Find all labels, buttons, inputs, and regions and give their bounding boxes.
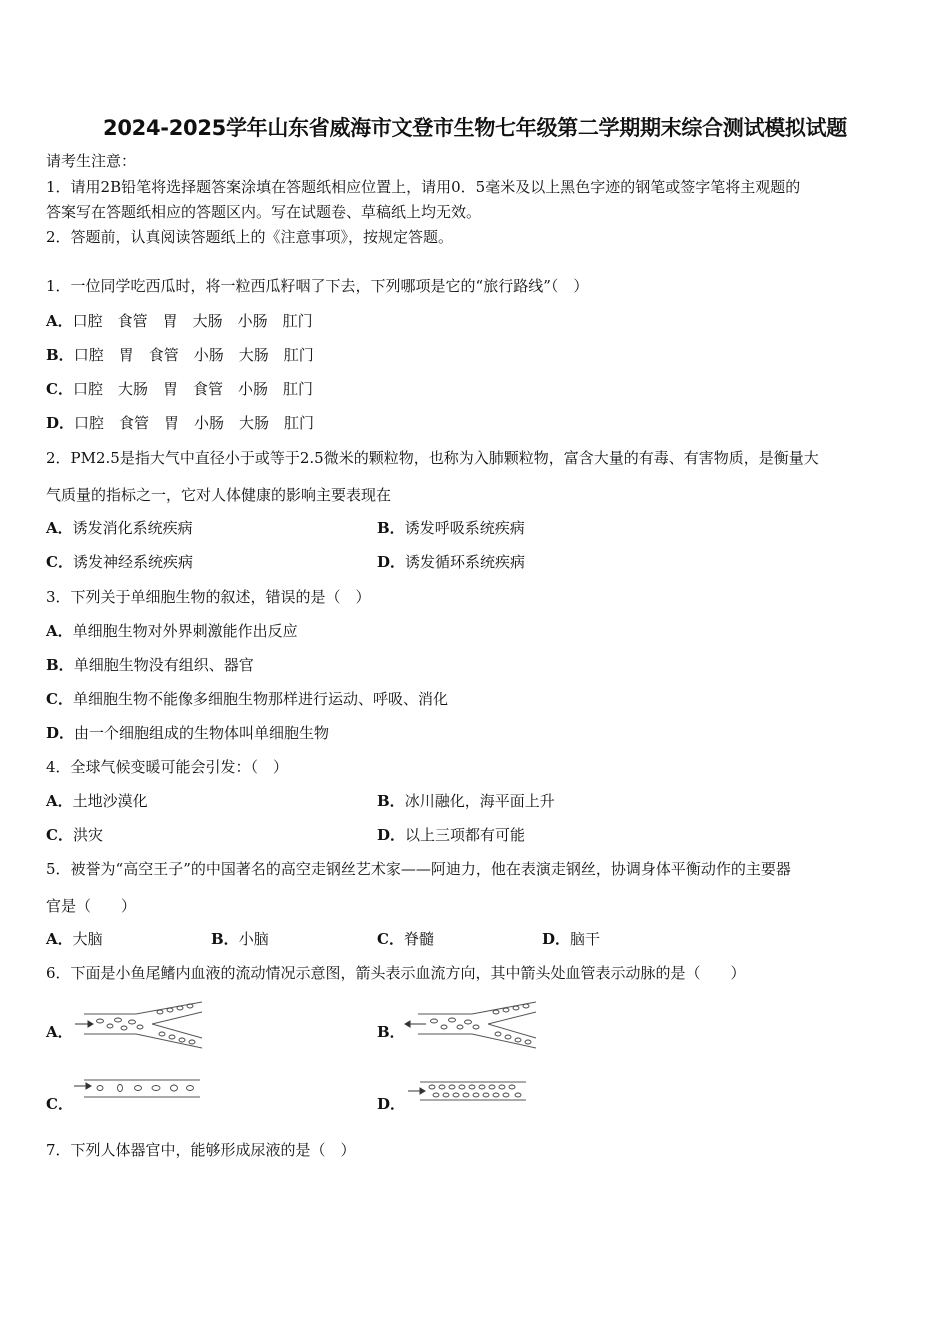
- notice-item: 1．请用2B铅笔将选择题答案涂填在答题纸相应位置上，请用0．5毫米及以上黑色字迹的钢笔或签字笔将主观题的: [46, 178, 801, 196]
- option-letter: C．: [46, 690, 73, 708]
- option-text: 小脑: [238, 930, 269, 948]
- option-letter: A．: [46, 792, 73, 810]
- option-d[interactable]: [377, 1094, 405, 1114]
- option-letter: B．: [46, 656, 74, 674]
- blood-vessel-diagram-b: [404, 1000, 540, 1052]
- option-a[interactable]: [46, 1022, 73, 1042]
- option-letter: B．: [377, 792, 405, 810]
- option-text: 诱发呼吸系统疾病: [404, 519, 525, 537]
- option-text: 口腔 大肠 胃 食管 小肠 肛门: [72, 380, 313, 398]
- option-d[interactable]: [377, 552, 525, 572]
- option-b[interactable]: [377, 1022, 405, 1042]
- option-text: 单细胞生物没有组织、器官: [73, 656, 254, 674]
- option-letter: C．: [46, 553, 73, 571]
- option-letter: D．: [377, 1095, 406, 1113]
- option-letter: C．: [46, 1095, 73, 1113]
- option-text: 单细胞生物对外界刺激能作出反应: [72, 622, 298, 640]
- option-letter: A．: [46, 622, 73, 640]
- option-letter: D．: [46, 724, 75, 742]
- notice-item: 2．答题前，认真阅读答题纸上的《注意事项》，按规定答题。: [46, 228, 454, 246]
- option-c[interactable]: [46, 1094, 73, 1114]
- question-stem: 7．下列人体器官中，能够形成尿液的是（ ）: [46, 1141, 356, 1159]
- option-text: 冰川融化，海平面上升: [404, 792, 555, 810]
- option-b[interactable]: [46, 655, 254, 675]
- option-text: 洪灾: [72, 826, 103, 844]
- blood-vessel-diagram-c: [74, 1078, 202, 1100]
- question-stem: 5．被誉为“高空王子”的中国著名的高空走钢丝艺术家——阿迪力，他在表演走钢丝，协调身体平衡动作的主要器: [46, 860, 791, 878]
- option-text: 口腔 胃 食管 小肠 大肠 肛门: [73, 346, 314, 364]
- option-letter: C．: [46, 380, 73, 398]
- blood-vessel-diagram-a: [74, 1000, 206, 1052]
- question-stem: 3．下列关于单细胞生物的叙述，错误的是（ ）: [46, 588, 371, 606]
- option-c[interactable]: [46, 379, 313, 399]
- notice-heading: 请考生注意：: [46, 152, 137, 170]
- option-letter: B．: [46, 346, 74, 364]
- option-text: 脊髓: [403, 930, 434, 948]
- option-d[interactable]: [377, 825, 525, 845]
- option-letter: C．: [377, 930, 404, 948]
- option-letter: D．: [46, 414, 75, 432]
- option-c[interactable]: [46, 552, 193, 572]
- option-b[interactable]: [211, 929, 269, 949]
- option-a[interactable]: [46, 929, 103, 949]
- option-b[interactable]: [377, 791, 555, 811]
- option-text: 单细胞生物不能像多细胞生物那样进行运动、呼吸、消化: [72, 690, 448, 708]
- option-text: 诱发消化系统疾病: [72, 519, 193, 537]
- option-a[interactable]: [46, 311, 313, 331]
- question-stem: 1．一位同学吃西瓜时，将一粒西瓜籽咽了下去，下列哪项是它的“旅行路线”（ ）: [46, 277, 589, 295]
- option-letter: D．: [377, 553, 406, 571]
- option-a[interactable]: [46, 791, 148, 811]
- option-letter: C．: [46, 826, 73, 844]
- option-d[interactable]: [46, 723, 329, 743]
- option-c[interactable]: [377, 929, 434, 949]
- option-d[interactable]: [542, 929, 600, 949]
- option-d[interactable]: [46, 413, 314, 433]
- option-a[interactable]: [46, 621, 298, 641]
- option-letter: A．: [46, 519, 73, 537]
- option-text: 以上三项都有可能: [405, 826, 526, 844]
- option-letter: A．: [46, 312, 73, 330]
- option-letter: D．: [377, 826, 406, 844]
- question-stem: 6．下面是小鱼尾鳍内血液的流动情况示意图，箭头表示血流方向，其中箭头处血管表示动脉的是（ ）: [46, 964, 746, 982]
- option-text: 口腔 食管 胃 大肠 小肠 肛门: [72, 312, 313, 330]
- exam-title: 2024-2025学年山东省威海市文登市生物七年级第二学期期末综合测试模拟试题: [103, 116, 847, 140]
- option-b[interactable]: [377, 518, 525, 538]
- option-c[interactable]: [46, 689, 448, 709]
- option-b[interactable]: [46, 345, 314, 365]
- option-letter: B．: [377, 1023, 405, 1041]
- option-a[interactable]: [46, 518, 193, 538]
- option-text: 由一个细胞组成的生物体叫单细胞生物: [74, 724, 330, 742]
- option-letter: A．: [46, 1023, 73, 1041]
- question-stem: 官是（ ）: [46, 897, 137, 915]
- notice-item: 答案写在答题纸相应的答题区内。写在试题卷、草稿纸上均无效。: [46, 203, 482, 221]
- option-text: 口腔 食管 胃 小肠 大肠 肛门: [74, 414, 315, 432]
- option-letter: B．: [211, 930, 239, 948]
- option-letter: A．: [46, 930, 73, 948]
- option-text: 脑干: [570, 930, 601, 948]
- question-stem: 2．PM2.5是指大气中直径小于或等于2.5微米的颗粒物，也称为入肺颗粒物，富含大量的有毒、有害物质，是衡量大: [46, 449, 819, 467]
- option-c[interactable]: [46, 825, 103, 845]
- question-stem: 气质量的指标之一，它对人体健康的影响主要表现在: [46, 486, 392, 504]
- option-text: 诱发神经系统疾病: [72, 553, 193, 571]
- question-stem: 4．全球气候变暖可能会引发：（ ）: [46, 758, 289, 776]
- option-text: 土地沙漠化: [72, 792, 148, 810]
- option-text: 诱发循环系统疾病: [405, 553, 526, 571]
- option-letter: B．: [377, 519, 405, 537]
- option-text: 大脑: [72, 930, 103, 948]
- option-letter: D．: [542, 930, 571, 948]
- blood-vessel-diagram-d: [406, 1080, 530, 1104]
